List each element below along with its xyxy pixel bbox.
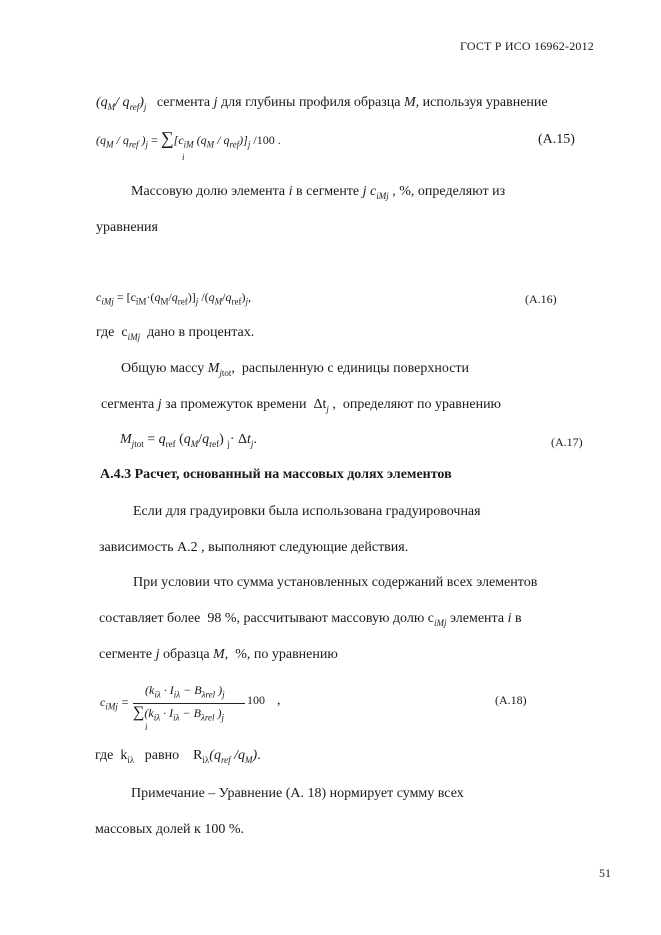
body-line-1: ($q_M/$ $q_{ref})_j$ сегмента j для глубины профиля образца M, используя уравнение [96,95,548,112]
equation-a16: $c_{iMj} = [c_{iM}\cdot(q_M/q_{ref})]_j$ $/(q_M/q_{ref})_j$, [96,290,252,307]
paragraph-4-line-1: При условии что сумма установленных содержаний всех элементов [133,575,538,590]
paragraph-3-line-2: зависимость А.2 , выполняют следующие действия. [99,540,409,555]
paragraph-1-line-1: Массовую долю элемента i в сегменте j $c_{iMj}$ , %, определяют из [131,184,506,201]
equation-a18-numerator: ($k_{i\lambda} \cdot I_{i\lambda} - B_{\lambda rel}$ )$_j$ [145,683,225,700]
equation-a18-denominator: $\sum(k_{i\lambda} \cdot I_{i\lambda} - B_{\lambda rel}$ )$_j$ [133,704,225,723]
document-header: ГОСТ Р ИСО 16962-2012 [460,39,594,53]
note-line-1: Примечание – Уравнение (А. 18) нормирует сумму всех [131,786,464,801]
paragraph-2-line-1: Общую массу $M_{jtot}$, распыленную с единицы поверхности [121,361,470,378]
paragraph-4-line-3: сегменте j образца M, %, по уравнению [99,647,338,662]
equation-a17-label: (А.17) [551,435,583,449]
equation-a18-label: (А.18) [495,693,527,707]
note-line-2: массовых долей к 100 %. [95,822,245,837]
equation-a18-lhs: $c_{iMj}$ = [100,695,129,712]
equation-a15-label: (А.15) [538,132,575,147]
paragraph-4-line-2: составляет более 98 %, рассчитывают массовую долю $c_{iMj}$ элемента i в [99,611,522,628]
paragraph-2-line-2: сегмента j за промежуток времени $\Delta t_j$ , определяют по уравнению [101,397,502,414]
equation-a18-factor: 100 [247,693,265,707]
section-heading: А.4.3 Расчет, основанный на массовых долях элементов [100,467,452,482]
where-line-2: где $k_{i\lambda}$ равно $R_{i\lambda}(q_{ref}$ $/q_M$). [95,748,261,765]
where-line-1: где $c_{iMj}$ дано в процентах. [96,325,255,342]
paragraph-1-line-2: уравнения [96,220,158,235]
equation-a17: $M_{jtot} = q_{ref}$ $(q_M/q_{ref})$ $_j\cdot \Delta t_j$. [120,432,257,449]
paragraph-3-line-1: Если для градуировки была использована градуировочная [133,504,481,519]
equation-a18-comma: , [277,693,281,708]
line1-text: сегмента j для глубины профиля образца M, используя уравнение [156,95,548,110]
equation-a18-sum-index: i [145,722,148,732]
sum-index-i: i [182,152,185,162]
equation-a16-label: (А.16) [525,292,557,306]
equation-a15: ($q_M / q_{ref}$ )$_j = \sum[c_{iM}$ $(q_M / q_{ref})]_j$ /100 . [96,128,281,150]
page-number: 51 [599,866,611,880]
